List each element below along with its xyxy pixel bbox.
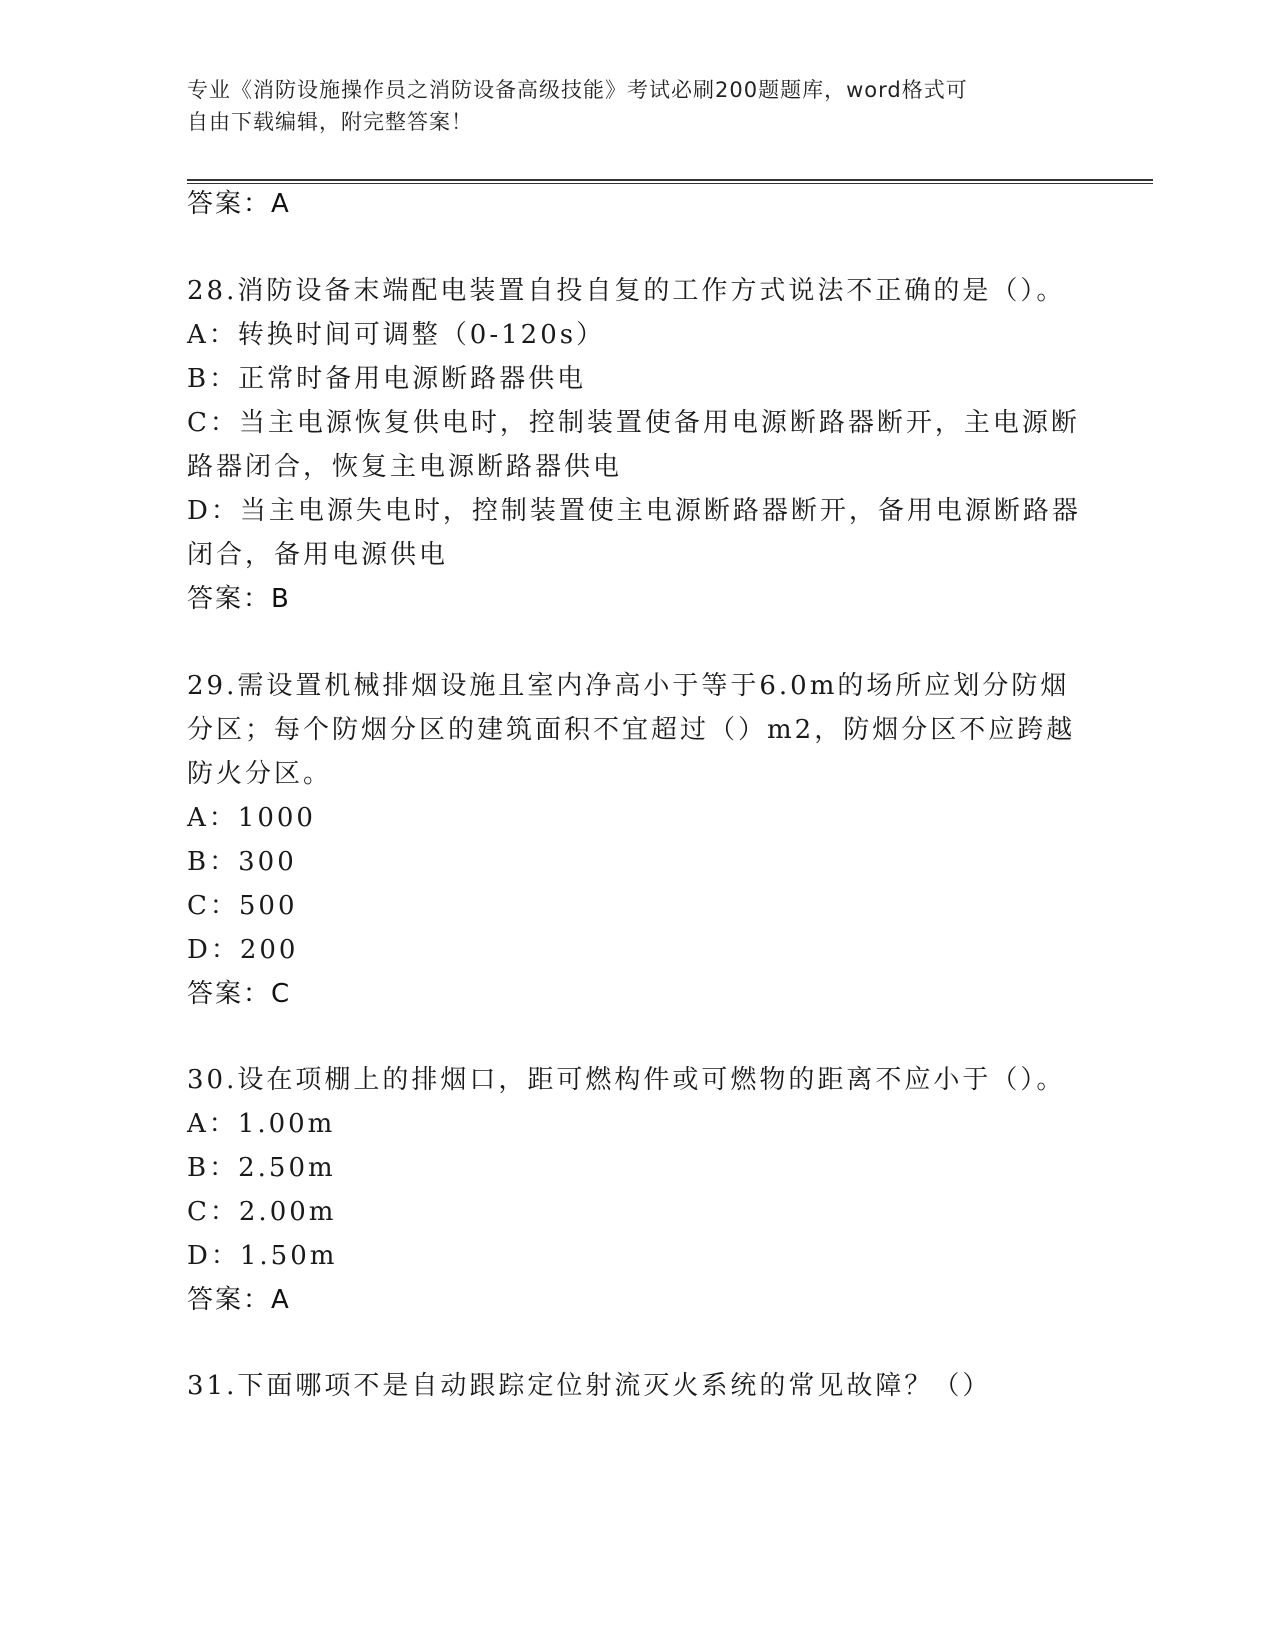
header-line-2: 自由下载编辑，附完整答案！ <box>187 110 473 134</box>
question-29-option-b: B：300 <box>187 847 297 877</box>
question-29-stem-1: 29.需设置机械排烟设施且室内净高小于等于6.0m的场所应划分防烟 <box>187 671 1070 701</box>
question-29-stem-2: 分区；每个防烟分区的建筑面积不宜超过（）m2，防烟分区不应跨越 <box>187 715 1076 745</box>
question-28-stem: 28.消防设备末端配电装置自投自复的工作方式说法不正确的是（）。 <box>187 276 1066 306</box>
question-31-stem: 31.下面哪项不是自动跟踪定位射流灭火系统的常见故障？（） <box>187 1371 992 1401</box>
question-28-answer: 答案：B <box>187 584 291 614</box>
previous-answer: 答案：A <box>187 189 291 219</box>
question-28-option-a: A：转换时间可调整（0-120s） <box>187 320 606 350</box>
header-divider-thick <box>187 179 1153 181</box>
question-28-option-c: C：当主电源恢复供电时，控制装置使备用电源断路器断开，主电源断 <box>187 408 1080 438</box>
question-29-option-a: A：1000 <box>187 803 316 833</box>
question-29-answer: 答案：C <box>187 979 292 1009</box>
question-30-option-c: C：2.00m <box>187 1197 337 1227</box>
question-30-option-d: D：1.50m <box>187 1241 338 1271</box>
question-30-stem: 30.设在项棚上的排烟口，距可燃构件或可燃物的距离不应小于（）。 <box>187 1065 1066 1095</box>
question-30-answer: 答案：A <box>187 1285 291 1315</box>
question-28-option-c-cont: 路器闭合，恢复主电源断路器供电 <box>187 452 623 482</box>
document-header <box>187 74 1067 138</box>
question-30-option-b: B：2.50m <box>187 1153 336 1183</box>
header-divider-thin <box>187 183 1153 184</box>
question-28-option-d: D：当主电源失电时，控制装置使主电源断路器断开，备用电源断路器 <box>187 496 1081 526</box>
question-28-option-d-cont: 闭合，备用电源供电 <box>187 540 449 570</box>
question-30-option-a: A：1.00m <box>187 1109 336 1139</box>
question-29-stem-3: 防火分区。 <box>187 759 333 789</box>
question-29-option-d: D：200 <box>187 935 299 965</box>
question-29-option-c: C：500 <box>187 891 298 921</box>
question-28-option-b: B：正常时备用电源断路器供电 <box>187 364 587 394</box>
header-line-1: 专业《消防设施操作员之消防设备高级技能》考试必刷200题题库，word格式可 <box>187 78 968 102</box>
